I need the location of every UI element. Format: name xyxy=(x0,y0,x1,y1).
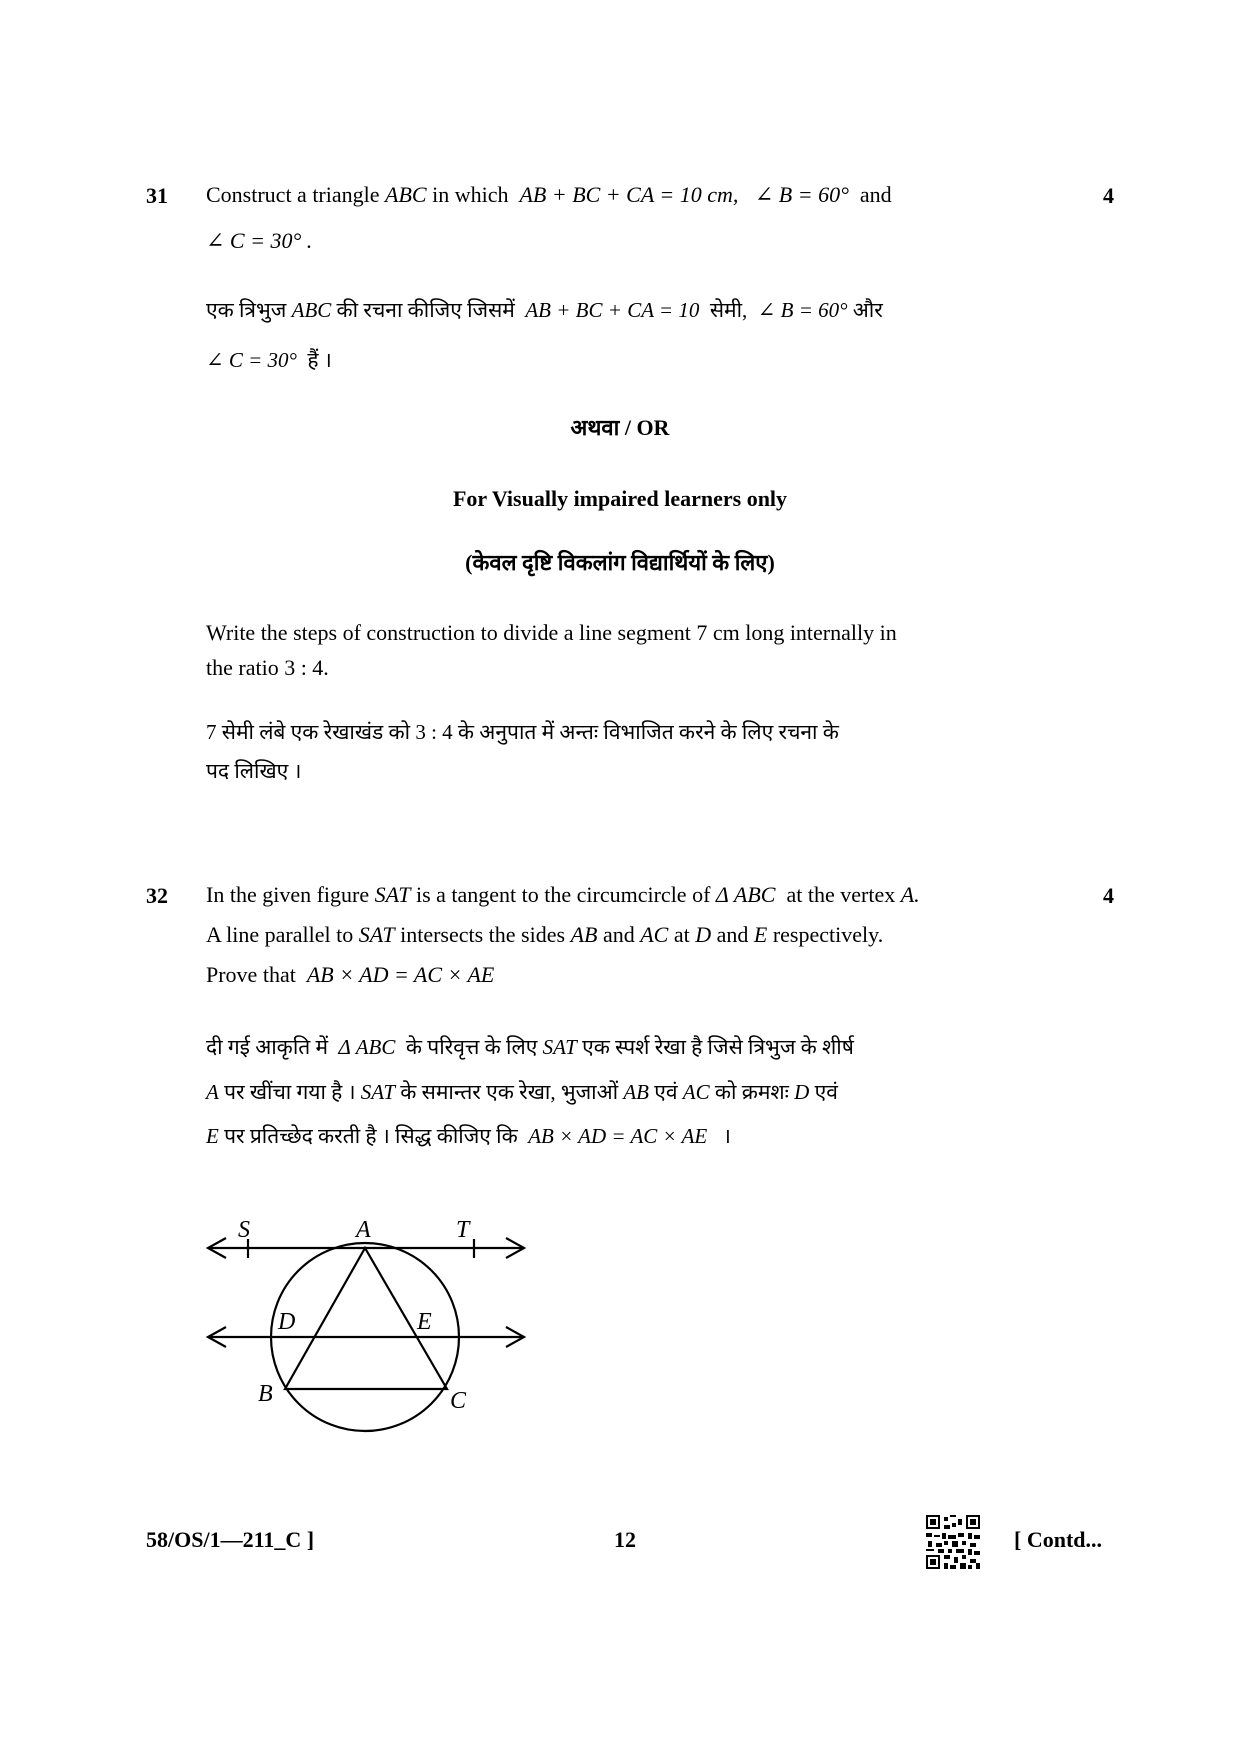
q32-hindi-ab: AB xyxy=(623,1080,649,1104)
question-31-marks: 4 xyxy=(1103,183,1114,208)
q32-hindi-equation: AB × AD = AC × AE xyxy=(528,1124,708,1148)
arrowhead-right-top xyxy=(506,1238,524,1258)
q31-alt-english-line1: Write the steps of construction to divide a line segment 7 cm long internally in xyxy=(206,620,897,645)
q32-hindi-text: एवं xyxy=(814,1080,838,1104)
q32-hindi-e: E xyxy=(206,1124,219,1148)
q31-hindi-and: और xyxy=(852,298,883,322)
qr-code-icon xyxy=(926,1515,980,1569)
q31-english-line1 xyxy=(206,182,892,208)
q31-hindi-text: एक त्रिभुज xyxy=(206,298,287,322)
q32-hindi-line3 xyxy=(206,1122,731,1150)
q32-hindi-sat: SAT xyxy=(542,1035,577,1059)
q32-hindi-a: A xyxy=(206,1080,219,1104)
q32-english-line1 xyxy=(206,882,920,908)
q32-hindi-text: एवं xyxy=(654,1080,678,1104)
q31-angle-c: ∠ C = 30° . xyxy=(206,228,313,253)
visually-impaired-heading-hindi: (केवल दृष्टि विकलांग विद्यार्थियों के लिए) xyxy=(465,550,775,575)
circumcircle xyxy=(271,1243,459,1431)
q31-text: and xyxy=(859,182,892,207)
q32-hindi-text: एक स्पर्श रेखा है जिसे त्रिभुज के शीर्ष xyxy=(582,1035,854,1059)
arrowhead-left-top xyxy=(208,1238,226,1258)
q31-triangle: ABC xyxy=(385,182,427,207)
q32-hindi-text: के समान्तर एक रेखा, भुजाओं xyxy=(400,1080,619,1104)
question-32-marks: 4 xyxy=(1103,883,1114,908)
continued-label: [ Contd... xyxy=(1014,1527,1103,1552)
q31-hindi-triangle: ABC xyxy=(291,298,332,322)
q32-text: In the given figure xyxy=(206,882,370,907)
q32-hindi-text: पर प्रतिच्छेद करती है । सिद्ध कीजिए कि xyxy=(224,1124,518,1148)
page-number: 12 xyxy=(614,1527,636,1552)
q31-alt-hindi-line2: पद लिखिए । xyxy=(206,759,302,783)
q32-hindi-text: को क्रमशः xyxy=(714,1080,789,1104)
triangle-abc xyxy=(285,1248,447,1389)
q32-text: intersects the sides xyxy=(400,922,566,947)
q32-hindi-text: दी गई आकृति में xyxy=(206,1035,329,1059)
q31-hindi-line1 xyxy=(206,296,883,324)
q31-hindi-sum: AB + BC + CA = 10 xyxy=(525,298,700,322)
question-number-31: 31 xyxy=(146,183,168,208)
q32-hindi-d: D xyxy=(794,1080,810,1104)
q32-text: and xyxy=(602,922,635,947)
q32-text: and xyxy=(716,922,749,947)
q31-hindi-text: की रचना कीजिए जिसमें xyxy=(336,298,515,322)
q32-vertex-a: A. xyxy=(900,882,920,907)
q32-text: Prove that xyxy=(206,962,296,987)
q31-english-line2 xyxy=(206,228,312,254)
arrowhead-right-mid xyxy=(506,1327,524,1347)
q31-alt-english-line2: the ratio 3 : 4. xyxy=(206,655,329,680)
q31-hindi-angle-b: ∠ B = 60° xyxy=(757,298,848,322)
figure-label-d: D xyxy=(278,1309,296,1335)
q32-hindi-delta: Δ ABC xyxy=(338,1035,396,1059)
figure-label-s: S xyxy=(238,1217,250,1243)
q32-english-line3 xyxy=(206,962,494,988)
q31-hindi-line2 xyxy=(206,346,332,374)
q32-hindi-ac: AC xyxy=(682,1080,710,1104)
q32-d: D xyxy=(695,922,712,947)
q32-hindi-text: के परिवृत्त के लिए xyxy=(405,1035,538,1059)
q31-hindi-end: हैं । xyxy=(307,348,332,372)
q32-text: at xyxy=(673,922,690,947)
q31-hindi-angle-c: ∠ C = 30° xyxy=(206,348,297,372)
q32-delta-abc: Δ ABC xyxy=(715,882,776,907)
q31-text: Construct a triangle xyxy=(206,182,380,207)
q32-ab: AB xyxy=(570,922,598,947)
q32-e: E xyxy=(753,922,768,947)
figure-label-e: E xyxy=(417,1309,432,1335)
q32-hindi-danda: । xyxy=(723,1124,731,1148)
q32-text: at the vertex xyxy=(786,882,896,907)
figure-label-t: T xyxy=(456,1217,470,1243)
visually-impaired-heading: For Visually impaired learners only xyxy=(452,486,788,511)
q32-ac: AC xyxy=(640,922,669,947)
q32-hindi-line2 xyxy=(206,1078,838,1106)
q32-text: is a tangent to the circumcircle of xyxy=(415,882,711,907)
or-separator: अथवा / OR xyxy=(570,415,670,440)
paper-code: 58/OS/1—211_C ] xyxy=(146,1527,315,1552)
q32-sat: SAT xyxy=(358,922,395,947)
q32-english-line2 xyxy=(206,922,883,948)
q31-sum-equation: AB + BC + CA = 10 cm, xyxy=(519,182,739,207)
q31-alt-hindi-line1: 7 सेमी लंबे एक रेखाखंड को 3 : 4 के अनुपात में अन्तः विभाजित करने के लिए रचना के xyxy=(206,720,839,744)
q32-sat: SAT xyxy=(374,882,411,907)
q32-hindi-line1 xyxy=(206,1033,854,1061)
q32-hindi-sat: SAT xyxy=(360,1080,396,1104)
q31-angle-b: ∠ B = 60° xyxy=(754,182,849,207)
q31-hindi-unit: सेमी, xyxy=(709,298,748,322)
q32-text: respectively. xyxy=(772,922,884,947)
question-number-32: 32 xyxy=(146,883,168,908)
q32-hindi-text: पर खींचा गया है । xyxy=(224,1080,356,1104)
q32-equation: AB × AD = AC × AE xyxy=(306,962,495,987)
figure-label-a: A xyxy=(356,1217,371,1243)
q32-text: A line parallel to xyxy=(206,922,354,947)
figure-label-b: B xyxy=(258,1381,273,1407)
figure-label-c: C xyxy=(450,1388,467,1414)
arrowhead-left-mid xyxy=(208,1327,226,1347)
q31-text: in which xyxy=(432,182,509,207)
